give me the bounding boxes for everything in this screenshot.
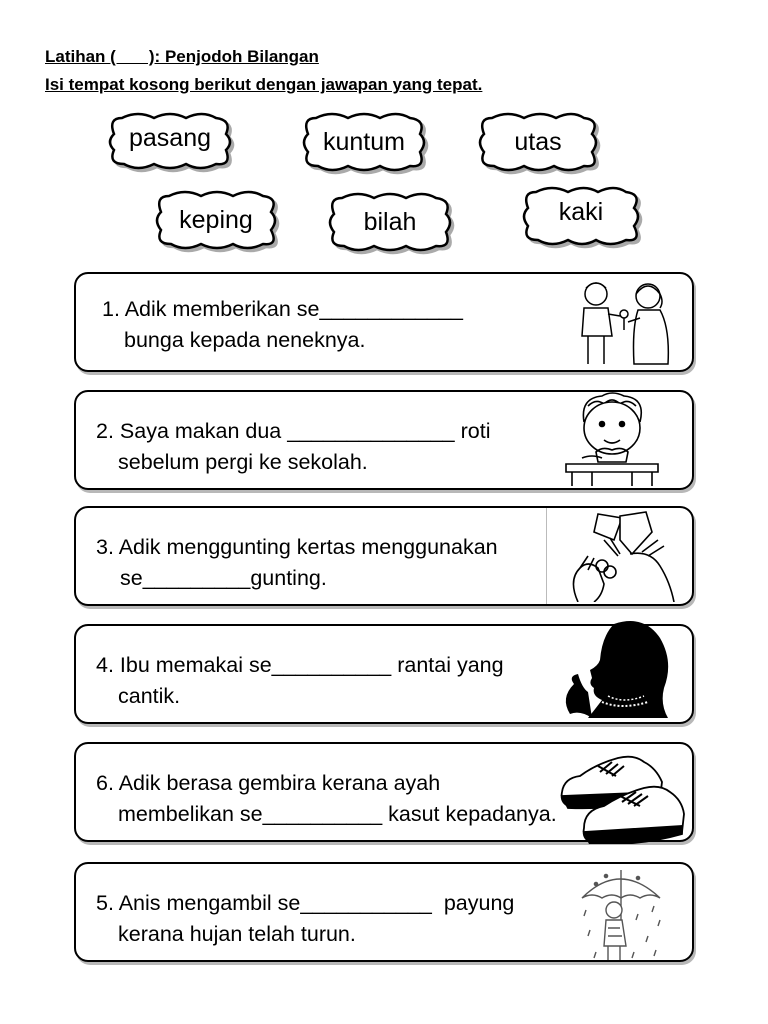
question-3-line-1: 3. Adik menggunting kertas menggunakan: [96, 535, 498, 559]
word-bilah: bilah: [363, 207, 417, 236]
question-text-5: [96, 888, 576, 950]
question-text-6: [96, 768, 576, 830]
word-pasang: pasang: [128, 123, 212, 152]
word-kuntum: kuntum: [323, 127, 405, 156]
question-6-line-1: 6. Adik berasa gembira kerana ayah: [96, 771, 441, 795]
question-1-line-2: bunga kepada neneknya.: [124, 328, 366, 352]
question-box-4: [74, 624, 694, 724]
word-cloud-kuntum: [302, 112, 426, 172]
question-5-line-2: kerana hujan telah turun.: [118, 922, 356, 946]
boy-giving-flower-icon: [568, 278, 678, 366]
question-text-1: [102, 294, 582, 356]
scissors-cutting-paper-icon: [558, 510, 680, 602]
word-keping: keping: [179, 205, 253, 234]
word-cloud-keping: [155, 190, 277, 250]
word-kaki: kaki: [558, 197, 604, 226]
girl-with-umbrella-icon: [576, 866, 666, 962]
question-2-line-1: 2. Saya makan dua ______________ roti: [96, 419, 491, 443]
image-divider: [546, 508, 547, 604]
question-box-3: [74, 506, 694, 606]
question-box-1: [74, 272, 694, 372]
woman-necklace-silhouette-icon: [552, 618, 676, 718]
question-box-6: [74, 742, 694, 842]
pair-of-shoes-icon: [560, 748, 686, 844]
boy-eating-bread-icon: [562, 392, 662, 486]
question-5-line-1: 5. Anis mengambil se___________ payung: [96, 891, 515, 915]
question-4-line-1: 4. Ibu memakai se__________ rantai yang: [96, 653, 504, 677]
question-text-2: [96, 416, 576, 478]
question-text-4: [96, 650, 576, 712]
word-utas: utas: [514, 127, 562, 156]
question-2-line-2: sebelum pergi ke sekolah.: [118, 450, 368, 474]
worksheet-instruction: Isi tempat kosong berikut dengan jawapan yang tepat.: [45, 75, 483, 94]
question-1-line-1: 1. Adik memberikan se____________: [102, 297, 463, 321]
word-cloud-kaki: [522, 186, 640, 246]
question-text-3: [96, 532, 576, 594]
question-4-line-2: cantik.: [118, 684, 181, 708]
worksheet-title: Latihan ( ): Penjodoh Bilangan: [45, 47, 319, 66]
question-box-2: [74, 390, 694, 490]
word-cloud-utas: [478, 112, 598, 172]
question-box-5: [74, 862, 694, 962]
question-3-line-2: se_________gunting.: [120, 566, 327, 590]
question-6-line-2: membelikan se__________ kasut kepadanya.: [118, 802, 557, 826]
word-cloud-pasang: [108, 112, 232, 170]
word-cloud-bilah: [328, 192, 452, 252]
